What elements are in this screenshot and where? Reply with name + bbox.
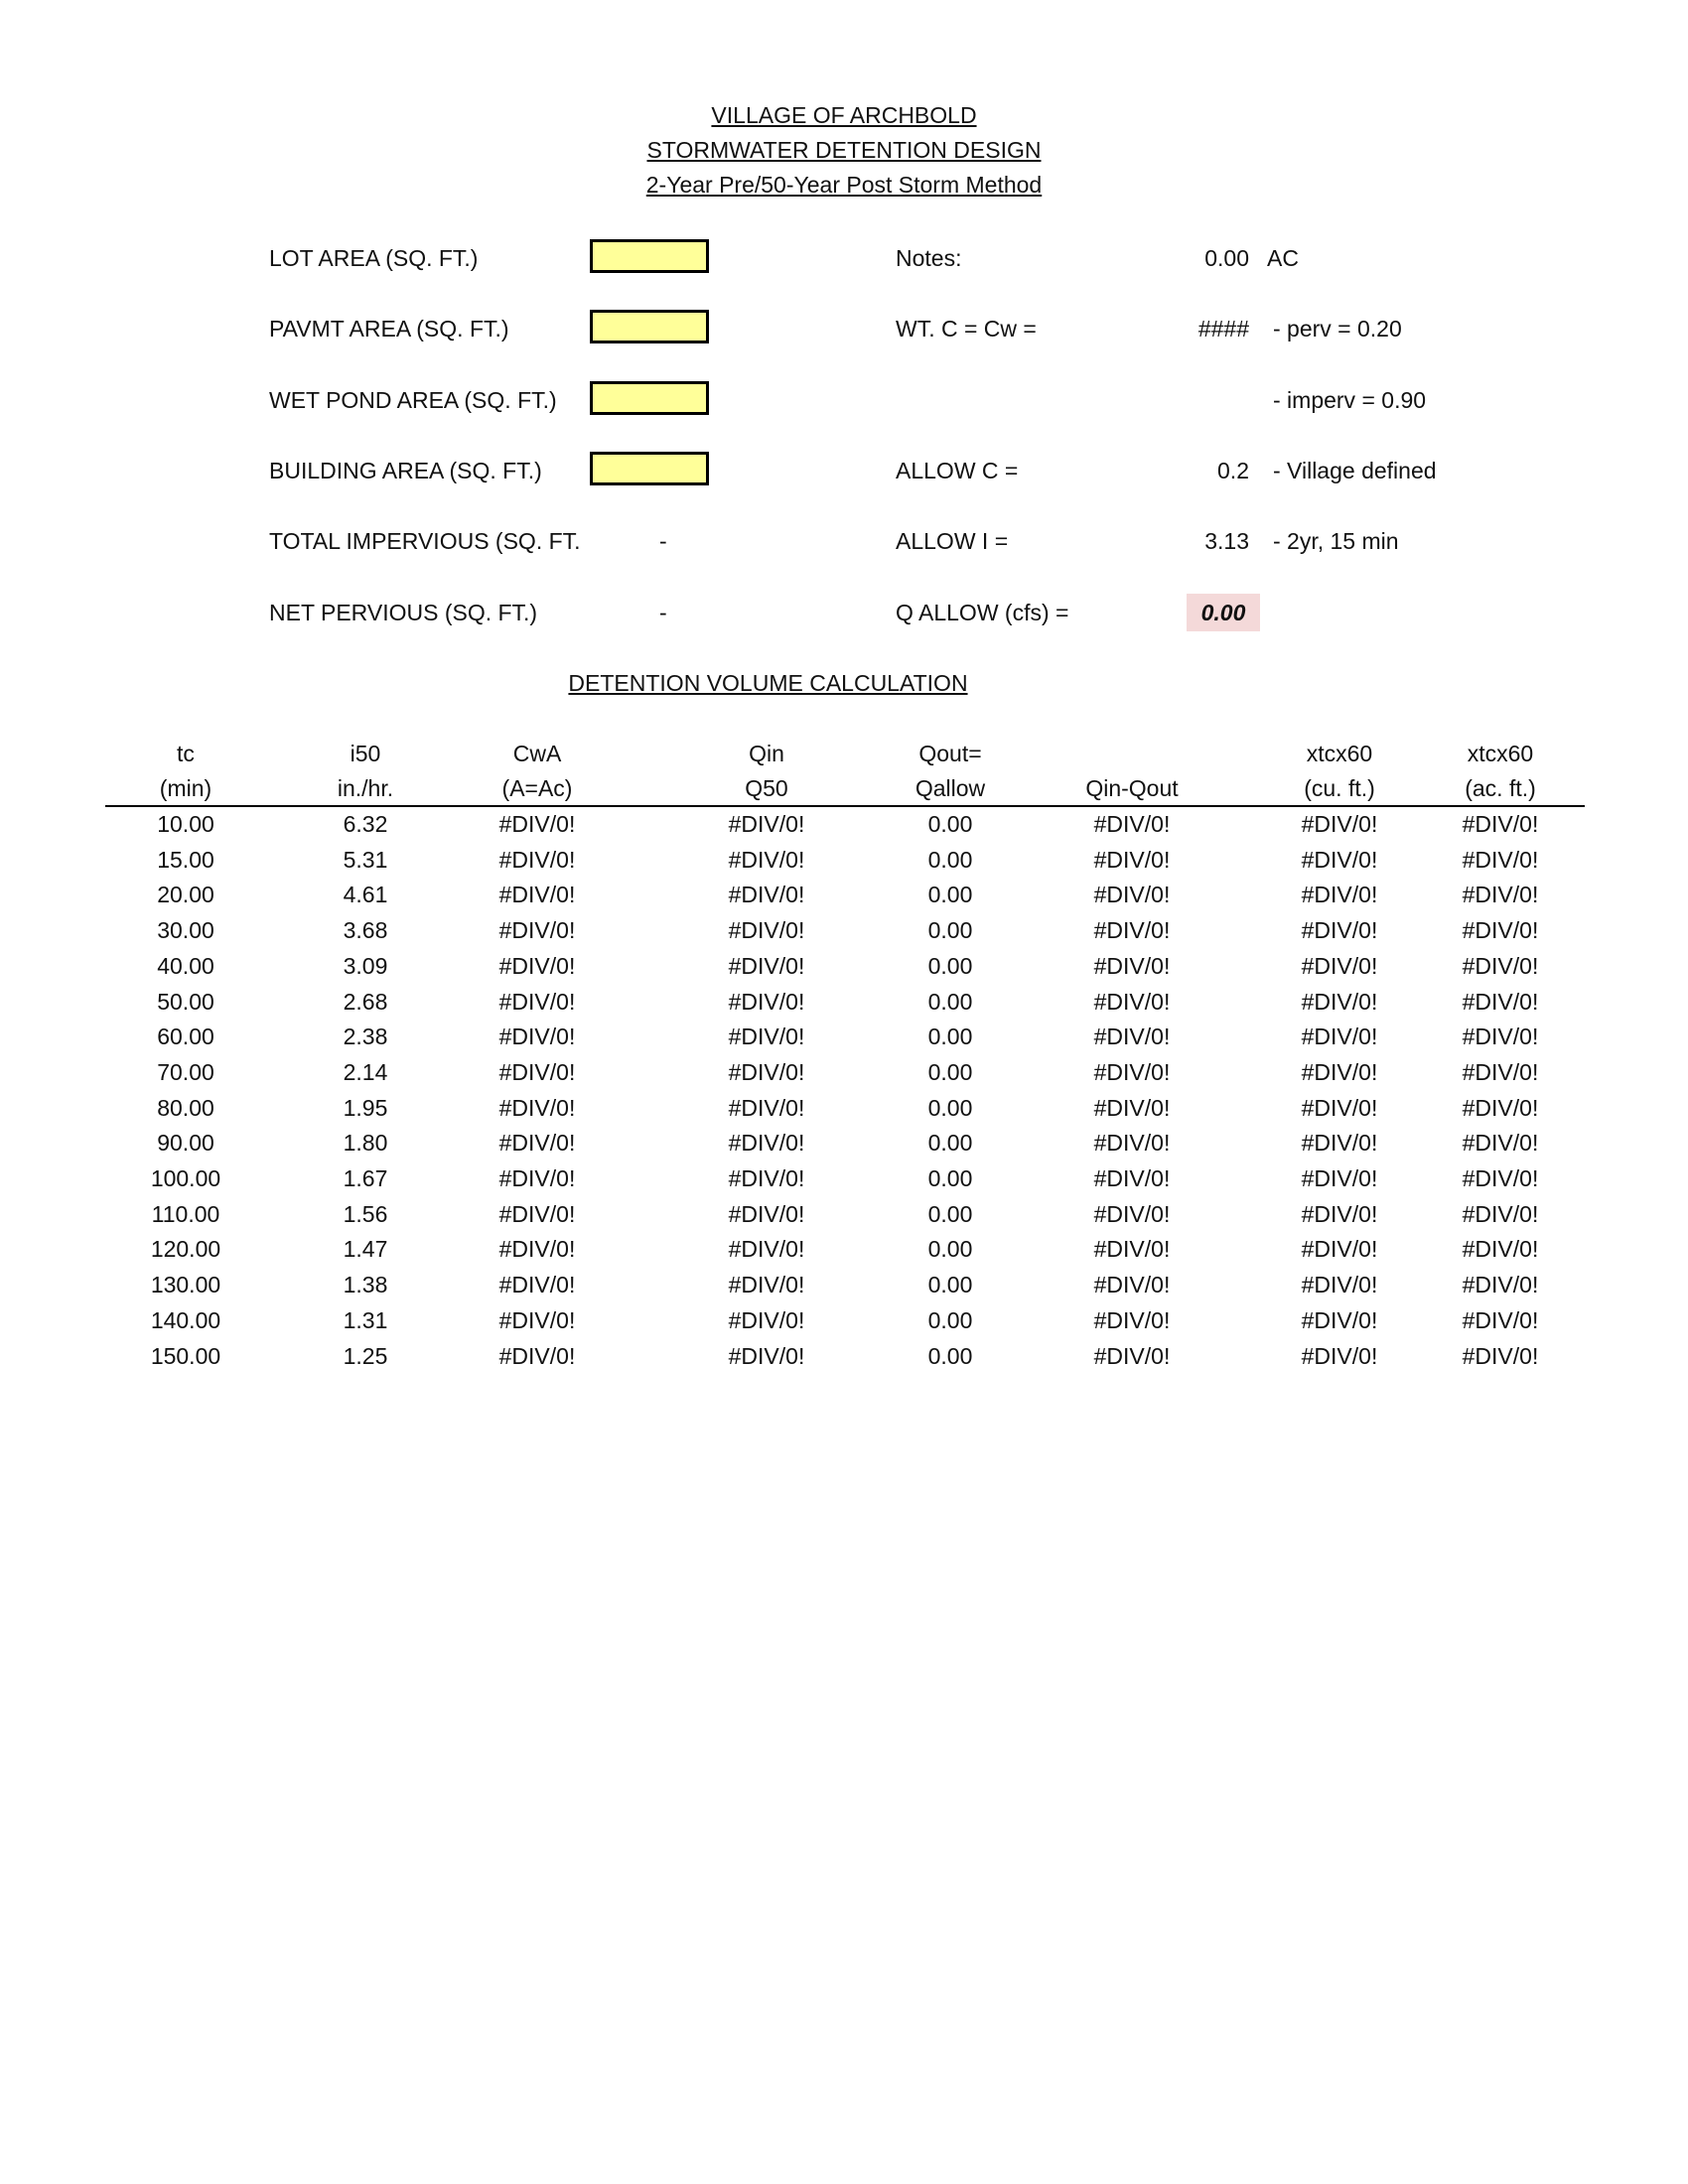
table-cell: #DIV/0! <box>498 1165 576 1191</box>
table-cell: #DIV/0! <box>1301 882 1378 907</box>
qallow-label: Q ALLOW (cfs) = <box>896 600 1069 625</box>
table-cell: 15.00 <box>157 847 214 873</box>
table-cell: #DIV/0! <box>1301 917 1378 943</box>
table-cell: 0.00 <box>927 917 973 943</box>
header-cell: Q50 <box>745 775 788 801</box>
table-cell: 0.00 <box>927 1130 973 1156</box>
table-cell: 1.47 <box>343 1236 388 1262</box>
table-cell: 140.00 <box>150 1307 221 1333</box>
table-cell: #DIV/0! <box>1093 1201 1171 1227</box>
table-cell: 1.56 <box>343 1201 388 1227</box>
table-cell: #DIV/0! <box>1462 1165 1539 1191</box>
table-cell: #DIV/0! <box>1301 1307 1378 1333</box>
table-cell: 0.00 <box>927 953 973 979</box>
table-cell: #DIV/0! <box>498 1024 576 1049</box>
table-cell: #DIV/0! <box>728 1272 805 1297</box>
table-cell: #DIV/0! <box>1462 1343 1539 1369</box>
table-cell: #DIV/0! <box>1462 1307 1539 1333</box>
table-cell: #DIV/0! <box>498 847 576 873</box>
lot-area-input[interactable] <box>590 239 709 273</box>
table-cell: #DIV/0! <box>498 882 576 907</box>
table-cell: #DIV/0! <box>1301 1095 1378 1121</box>
table-cell: #DIV/0! <box>728 811 805 837</box>
table-cell: 80.00 <box>157 1095 214 1121</box>
table-cell: 0.00 <box>927 1272 973 1297</box>
table-cell: #DIV/0! <box>1093 1272 1171 1297</box>
table-cell: 30.00 <box>157 917 214 943</box>
table-cell: #DIV/0! <box>498 1201 576 1227</box>
table-cell: 0.00 <box>927 1024 973 1049</box>
qallow-value: 0.00 <box>1187 594 1260 631</box>
table-cell: 1.38 <box>343 1272 388 1297</box>
header-cell: (ac. ft.) <box>1465 775 1536 801</box>
table-cell: #DIV/0! <box>498 1130 576 1156</box>
header-cell: in./hr. <box>337 775 394 801</box>
allowc-value: 0.2 <box>1217 458 1249 483</box>
table-cell: 50.00 <box>157 989 214 1015</box>
table-cell: #DIV/0! <box>1301 1272 1378 1297</box>
table-cell: 0.00 <box>927 1307 973 1333</box>
table-cell: 70.00 <box>157 1059 214 1085</box>
table-cell: #DIV/0! <box>1301 1130 1378 1156</box>
wet-pond-area-input[interactable] <box>590 381 709 415</box>
wtc-label: WT. C = Cw = <box>896 316 1037 341</box>
header-cell: xtcx60 <box>1467 741 1534 766</box>
table-cell: #DIV/0! <box>1093 1059 1171 1085</box>
table-cell: 3.68 <box>343 917 388 943</box>
table-cell: 1.80 <box>343 1130 388 1156</box>
table-cell: #DIV/0! <box>498 1307 576 1333</box>
header-cell: i50 <box>350 741 381 766</box>
table-cell: #DIV/0! <box>728 1236 805 1262</box>
table-cell: 3.09 <box>343 953 388 979</box>
table-cell: #DIV/0! <box>728 1201 805 1227</box>
table-cell: #DIV/0! <box>728 1024 805 1049</box>
table-cell: 40.00 <box>157 953 214 979</box>
table-cell: #DIV/0! <box>1462 1024 1539 1049</box>
table-cell: 0.00 <box>927 1059 973 1085</box>
table-cell: #DIV/0! <box>1093 989 1171 1015</box>
table-cell: 1.25 <box>343 1343 388 1369</box>
imperv-note: - imperv = 0.90 <box>1273 387 1427 413</box>
table-cell: #DIV/0! <box>498 1272 576 1297</box>
table-cell: 130.00 <box>150 1272 221 1297</box>
table-cell: #DIV/0! <box>1301 953 1378 979</box>
title-design: STORMWATER DETENTION DESIGN <box>646 137 1042 163</box>
table-cell: #DIV/0! <box>1301 847 1378 873</box>
table-cell: #DIV/0! <box>1301 1165 1378 1191</box>
table-cell: 2.38 <box>343 1024 388 1049</box>
table-cell: #DIV/0! <box>1462 1095 1539 1121</box>
table-cell: #DIV/0! <box>1301 1343 1378 1369</box>
table-cell: 6.32 <box>343 811 388 837</box>
table-cell: #DIV/0! <box>1301 1024 1378 1049</box>
table-cell: 120.00 <box>150 1236 221 1262</box>
table-cell: #DIV/0! <box>1301 1236 1378 1262</box>
table-cell: #DIV/0! <box>728 989 805 1015</box>
table-cell: #DIV/0! <box>728 882 805 907</box>
header-cell: Qallow <box>914 775 986 801</box>
header-cell: Qout= <box>918 741 982 766</box>
table-cell: #DIV/0! <box>498 989 576 1015</box>
table-cell: 0.00 <box>927 1095 973 1121</box>
table-cell: #DIV/0! <box>1093 1095 1171 1121</box>
table-cell: 0.00 <box>927 1343 973 1369</box>
table-cell: #DIV/0! <box>1462 1059 1539 1085</box>
total-impervious-value: - <box>659 528 667 554</box>
allowi-note: - 2yr, 15 min <box>1273 528 1399 554</box>
table-cell: #DIV/0! <box>728 1095 805 1121</box>
table-cell: 60.00 <box>157 1024 214 1049</box>
table-cell: 10.00 <box>157 811 214 837</box>
header-cell: Qin-Qout <box>1085 775 1179 801</box>
table-cell: 0.00 <box>927 1165 973 1191</box>
table-cell: #DIV/0! <box>1093 1236 1171 1262</box>
table-cell: #DIV/0! <box>498 953 576 979</box>
table-cell: #DIV/0! <box>498 1059 576 1085</box>
notes-value: 0.00 <box>1204 245 1249 271</box>
table-cell: #DIV/0! <box>1462 1201 1539 1227</box>
table-title: DETENTION VOLUME CALCULATION <box>568 670 968 696</box>
table-cell: #DIV/0! <box>1462 1272 1539 1297</box>
header-rule <box>105 805 1585 807</box>
table-cell: #DIV/0! <box>1462 989 1539 1015</box>
table-cell: 1.31 <box>343 1307 388 1333</box>
notes-unit: AC <box>1267 245 1299 271</box>
table-cell: #DIV/0! <box>1301 1201 1378 1227</box>
table-cell: 0.00 <box>927 847 973 873</box>
table-cell: #DIV/0! <box>1093 1130 1171 1156</box>
table-cell: #DIV/0! <box>728 1059 805 1085</box>
table-cell: 110.00 <box>151 1201 220 1227</box>
table-cell: 100.00 <box>150 1165 221 1191</box>
table-cell: #DIV/0! <box>1462 882 1539 907</box>
building-area-input[interactable] <box>590 452 709 485</box>
table-cell: #DIV/0! <box>498 811 576 837</box>
header-cell: xtcx60 <box>1306 741 1373 766</box>
table-cell: #DIV/0! <box>1093 1024 1171 1049</box>
table-cell: #DIV/0! <box>498 1236 576 1262</box>
table-cell: 0.00 <box>927 1201 973 1227</box>
table-cell: #DIV/0! <box>728 1343 805 1369</box>
table-cell: #DIV/0! <box>498 917 576 943</box>
table-cell: #DIV/0! <box>1462 847 1539 873</box>
table-cell: 2.14 <box>343 1059 388 1085</box>
table-cell: #DIV/0! <box>728 1165 805 1191</box>
table-cell: 0.00 <box>927 811 973 837</box>
wet-pond-area-label: WET POND AREA (SQ. FT.) <box>269 387 557 413</box>
table-cell: 4.61 <box>343 882 388 907</box>
allowi-value: 3.13 <box>1204 528 1249 554</box>
wtc-value: #### <box>1197 316 1249 341</box>
header-cell: CwA <box>512 741 562 766</box>
lot-area-label: LOT AREA (SQ. FT.) <box>269 245 479 271</box>
header-cell: (min) <box>159 775 212 801</box>
pavmt-area-label: PAVMT AREA (SQ. FT.) <box>269 316 509 341</box>
allowc-label: ALLOW C = <box>896 458 1019 483</box>
table-cell: #DIV/0! <box>728 847 805 873</box>
table-cell: #DIV/0! <box>1093 847 1171 873</box>
notes-label: Notes: <box>896 245 962 271</box>
header-cell: Qin <box>749 741 784 766</box>
pavmt-area-input[interactable] <box>590 310 709 343</box>
table-cell: #DIV/0! <box>1301 989 1378 1015</box>
table-cell: #DIV/0! <box>1093 1343 1171 1369</box>
table-cell: #DIV/0! <box>728 917 805 943</box>
table-cell: #DIV/0! <box>1301 811 1378 837</box>
header-cell: tc <box>177 741 195 766</box>
table-cell: #DIV/0! <box>498 1095 576 1121</box>
table-cell: #DIV/0! <box>728 1307 805 1333</box>
building-area-label: BUILDING AREA (SQ. FT.) <box>269 458 542 483</box>
table-cell: 150.00 <box>150 1343 221 1369</box>
table-cell: #DIV/0! <box>1093 1165 1171 1191</box>
allowc-note: - Village defined <box>1273 458 1437 483</box>
table-cell: 0.00 <box>927 882 973 907</box>
table-cell: #DIV/0! <box>728 1130 805 1156</box>
table-cell: 90.00 <box>157 1130 214 1156</box>
table-cell: #DIV/0! <box>1093 811 1171 837</box>
header-cell: (cu. ft.) <box>1304 775 1375 801</box>
table-cell: 0.00 <box>927 1236 973 1262</box>
table-cell: #DIV/0! <box>1093 1307 1171 1333</box>
table-cell: #DIV/0! <box>1462 811 1539 837</box>
perv-note: - perv = 0.20 <box>1273 316 1402 341</box>
table-cell: #DIV/0! <box>1093 882 1171 907</box>
table-cell: 0.00 <box>927 989 973 1015</box>
allowi-label: ALLOW I = <box>896 528 1009 554</box>
table-cell: 2.68 <box>343 989 388 1015</box>
total-impervious-label: TOTAL IMPERVIOUS (SQ. FT. <box>269 528 581 554</box>
net-pervious-label: NET PERVIOUS (SQ. FT.) <box>269 600 538 625</box>
title-village: VILLAGE OF ARCHBOLD <box>711 102 977 128</box>
table-cell: #DIV/0! <box>1093 953 1171 979</box>
table-cell: #DIV/0! <box>728 953 805 979</box>
table-cell: 20.00 <box>157 882 214 907</box>
table-cell: #DIV/0! <box>1462 1236 1539 1262</box>
table-cell: #DIV/0! <box>498 1343 576 1369</box>
table-cell: #DIV/0! <box>1462 917 1539 943</box>
header-cell: (A=Ac) <box>501 775 573 801</box>
table-cell: #DIV/0! <box>1462 953 1539 979</box>
net-pervious-value: - <box>659 600 667 625</box>
table-cell: #DIV/0! <box>1093 917 1171 943</box>
table-cell: #DIV/0! <box>1462 1130 1539 1156</box>
table-cell: 1.95 <box>343 1095 388 1121</box>
table-cell: 5.31 <box>343 847 388 873</box>
table-cell: 1.67 <box>343 1165 388 1191</box>
title-method: 2-Year Pre/50-Year Post Storm Method <box>645 172 1043 198</box>
table-cell: #DIV/0! <box>1301 1059 1378 1085</box>
